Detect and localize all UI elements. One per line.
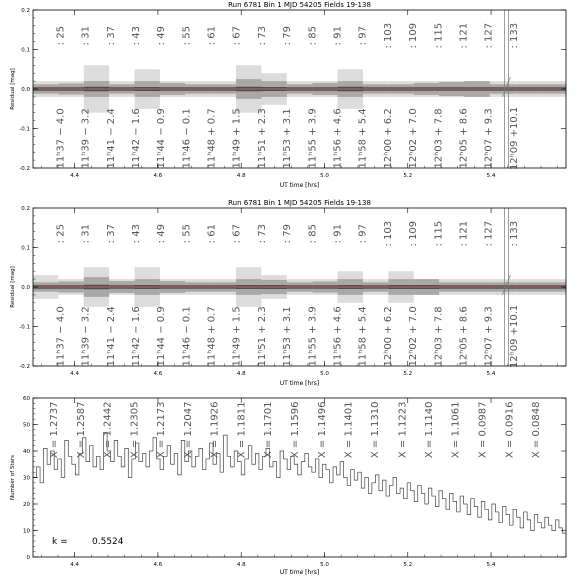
field-label: : 37 — [105, 224, 117, 244]
time-label: 11ʰ44 − 0.9 — [156, 108, 168, 169]
time-label: 11ʰ41 − 2.4 — [105, 108, 117, 169]
field-label: : 133 — [508, 220, 520, 247]
airmass-label: X = 1.1701 — [263, 401, 275, 459]
field-label: : 49 — [156, 26, 168, 46]
time-label: 12ʰ02 + 7.0 — [408, 108, 420, 169]
y-tick-label: 60 — [23, 396, 30, 402]
airmass-label: X = 1.2737 — [49, 401, 61, 459]
field-label: : 133 — [508, 22, 520, 49]
field-label: : 115 — [433, 22, 445, 49]
airmass-label: X = 1.2047 — [182, 401, 194, 459]
y-tick-label: -0.2 — [19, 364, 30, 370]
time-label: 12ʰ00 + 6.2 — [382, 108, 394, 169]
k-label: k = — [52, 536, 68, 547]
time-label: 11ʰ39 − 3.2 — [80, 306, 92, 367]
field-label: : 85 — [307, 26, 319, 46]
time-label: 12ʰ03 + 7.8 — [433, 306, 445, 367]
time-label: 11ʰ55 + 3.9 — [307, 108, 319, 169]
time-label: 11ʰ56 + 4.6 — [332, 306, 344, 367]
time-label: 11ʰ51 + 2.3 — [256, 306, 268, 367]
field-label: : 109 — [408, 22, 420, 49]
star-count-panel — [10, 396, 566, 576]
y-tick-label: 50 — [23, 422, 30, 429]
y-tick-label: 20 — [23, 502, 30, 508]
airmass-label: X = 1.1811 — [236, 401, 248, 459]
x-axis-label: UT time [hrs] — [279, 182, 320, 189]
field-label: : 103 — [382, 22, 394, 49]
field-label: : 25 — [55, 26, 67, 46]
field-label: : 31 — [80, 26, 92, 46]
y-tick-label: 10 — [23, 528, 30, 535]
airmass-label: X = 0.0987 — [477, 401, 489, 459]
time-label: 11ʰ39 − 3.2 — [80, 108, 92, 169]
field-label: : 103 — [382, 220, 394, 247]
airmass-label: X = 1.1223 — [397, 401, 409, 459]
y-tick-label: -0.1 — [19, 324, 30, 331]
time-label: 11ʰ48 + 0.7 — [206, 306, 218, 367]
y-tick-label: -0.1 — [19, 126, 30, 133]
x-tick-label: 5.4 — [486, 173, 496, 179]
airmass-label: X = 1.2305 — [129, 401, 141, 459]
field-label: : 85 — [307, 224, 319, 244]
x-tick-label: 5.0 — [320, 173, 329, 179]
time-label: 12ʰ05 + 8.6 — [458, 306, 470, 367]
y-tick-label: 0.1 — [21, 47, 30, 54]
x-tick-label: 4.4 — [70, 562, 80, 568]
x-tick-label: 5.2 — [403, 371, 413, 377]
time-label: 12ʰ02 + 7.0 — [408, 306, 420, 367]
x-axis-label: UT time [hrs] — [279, 380, 320, 387]
field-label: : 73 — [256, 26, 268, 46]
field-label: : 67 — [231, 224, 243, 244]
field-label: : 67 — [231, 26, 243, 46]
x-axis-label: UT time [hrs] — [279, 569, 320, 576]
time-label: 11ʰ42 − 1.6 — [130, 108, 142, 169]
y-tick-label: 40 — [23, 449, 30, 455]
y-tick-label: 30 — [23, 475, 30, 482]
field-label: : 121 — [458, 22, 470, 49]
field-label: : 91 — [332, 26, 344, 46]
field-label: : 127 — [483, 22, 495, 49]
y-axis-label: Residual [mag] — [10, 266, 16, 308]
airmass-label: X = 0.0848 — [530, 401, 542, 459]
time-label: 12ʰ07 + 9.3 — [483, 306, 495, 367]
y-tick-label: 0 — [26, 555, 30, 561]
time-label: 11ʰ37 − 4.0 — [55, 306, 67, 367]
x-tick-label: 5.4 — [486, 562, 496, 568]
time-label: 11ʰ58 + 5.4 — [357, 108, 369, 169]
x-tick-label: 4.4 — [70, 371, 80, 377]
time-label: 11ʰ58 + 5.4 — [357, 306, 369, 367]
x-tick-label: 5.4 — [486, 371, 496, 377]
field-label: : 121 — [458, 220, 470, 247]
airmass-label: X = 1.1926 — [209, 401, 221, 459]
time-label: 11ʰ49 + 1.5 — [231, 306, 243, 367]
time-label: 11ʰ41 − 2.4 — [105, 306, 117, 367]
field-label: : 61 — [206, 224, 218, 244]
x-tick-label: 4.8 — [236, 562, 246, 568]
field-label: : 43 — [130, 224, 142, 244]
x-tick-label: 5.0 — [320, 562, 329, 568]
field-label: : 115 — [433, 220, 445, 247]
time-label: 11ʰ46 − 0.1 — [181, 306, 193, 367]
field-label: : 49 — [156, 224, 168, 244]
field-label: : 61 — [206, 26, 218, 46]
field-label: : 79 — [282, 224, 294, 244]
airmass-label: X = 1.1496 — [316, 401, 328, 459]
airmass-label: X = 1.1596 — [290, 401, 302, 459]
airmass-label: X = 1.2442 — [102, 401, 114, 459]
x-tick-label: 5.0 — [320, 371, 329, 377]
y-tick-label: 0.2 — [21, 206, 30, 212]
y-axis-label: Residual [mag] — [10, 68, 16, 110]
time-label: 12ʰ09 +10.1 — [508, 304, 520, 369]
field-label: : 55 — [181, 26, 193, 46]
airmass-label: X = 1.2587 — [75, 401, 87, 459]
airmass-label: X = 1.1310 — [370, 401, 382, 459]
y-tick-label: 0.0 — [21, 285, 30, 291]
field-label: : 79 — [282, 26, 294, 46]
x-tick-label: 4.6 — [153, 371, 163, 377]
time-label: 11ʰ53 + 3.1 — [282, 108, 294, 169]
y-tick-label: 0.0 — [21, 87, 30, 93]
time-label: 11ʰ37 − 4.0 — [55, 108, 67, 169]
field-label: : 109 — [408, 220, 420, 247]
field-label: : 73 — [256, 224, 268, 244]
k-value: 0.5524 — [92, 536, 124, 547]
panel-title: Run 6781 Bin 1 MJD 54205 Fields 19-138 — [228, 199, 371, 207]
time-label: 12ʰ03 + 7.8 — [433, 108, 445, 169]
time-label: 11ʰ42 − 1.6 — [130, 306, 142, 367]
airmass-label: X = 1.1061 — [450, 401, 462, 459]
y-tick-label: 0.1 — [21, 245, 30, 252]
airmass-label: X = 0.0916 — [504, 401, 516, 459]
field-label: : 55 — [181, 224, 193, 244]
time-label: 12ʰ09 +10.1 — [508, 106, 520, 171]
time-label: 11ʰ49 + 1.5 — [231, 108, 243, 169]
time-label: 11ʰ53 + 3.1 — [282, 306, 294, 367]
time-label: 12ʰ00 + 6.2 — [382, 306, 394, 367]
time-label: 11ʰ46 − 0.1 — [181, 108, 193, 169]
field-label: : 43 — [130, 26, 142, 46]
x-tick-label: 4.8 — [236, 371, 246, 377]
panel-title: Run 6781 Bin 1 MJD 54205 Fields 19-138 — [228, 1, 371, 9]
time-label: 12ʰ05 + 8.6 — [458, 108, 470, 169]
airmass-label: X = 1.2173 — [156, 401, 168, 459]
x-tick-label: 4.6 — [153, 173, 163, 179]
field-label: : 37 — [105, 26, 117, 46]
field-label: : 25 — [55, 224, 67, 244]
y-tick-label: 0.2 — [21, 8, 30, 14]
y-axis-label: Number of Stars — [10, 454, 16, 501]
time-label: 11ʰ55 + 3.9 — [307, 306, 319, 367]
residual-panel-2 — [10, 199, 566, 387]
time-label: 11ʰ48 + 0.7 — [206, 108, 218, 169]
field-label: : 31 — [80, 224, 92, 244]
time-label: 11ʰ51 + 2.3 — [256, 108, 268, 169]
x-tick-label: 4.4 — [70, 173, 80, 179]
x-tick-label: 5.2 — [403, 173, 413, 179]
x-tick-label: 4.8 — [236, 173, 246, 179]
time-label: 11ʰ56 + 4.6 — [332, 108, 344, 169]
residual-panel-1 — [10, 1, 566, 189]
field-label: : 127 — [483, 220, 495, 247]
field-label: : 97 — [357, 26, 369, 46]
airmass-label: X = 1.1401 — [343, 401, 355, 459]
field-label: : 97 — [357, 224, 369, 244]
time-label: 12ʰ07 + 9.3 — [483, 108, 495, 169]
y-tick-label: -0.2 — [19, 166, 30, 172]
airmass-label: X = 1.1140 — [423, 401, 435, 459]
x-tick-label: 4.6 — [153, 562, 163, 568]
field-label: : 91 — [332, 224, 344, 244]
x-tick-label: 5.2 — [403, 562, 413, 568]
time-label: 11ʰ44 − 0.9 — [156, 306, 168, 367]
